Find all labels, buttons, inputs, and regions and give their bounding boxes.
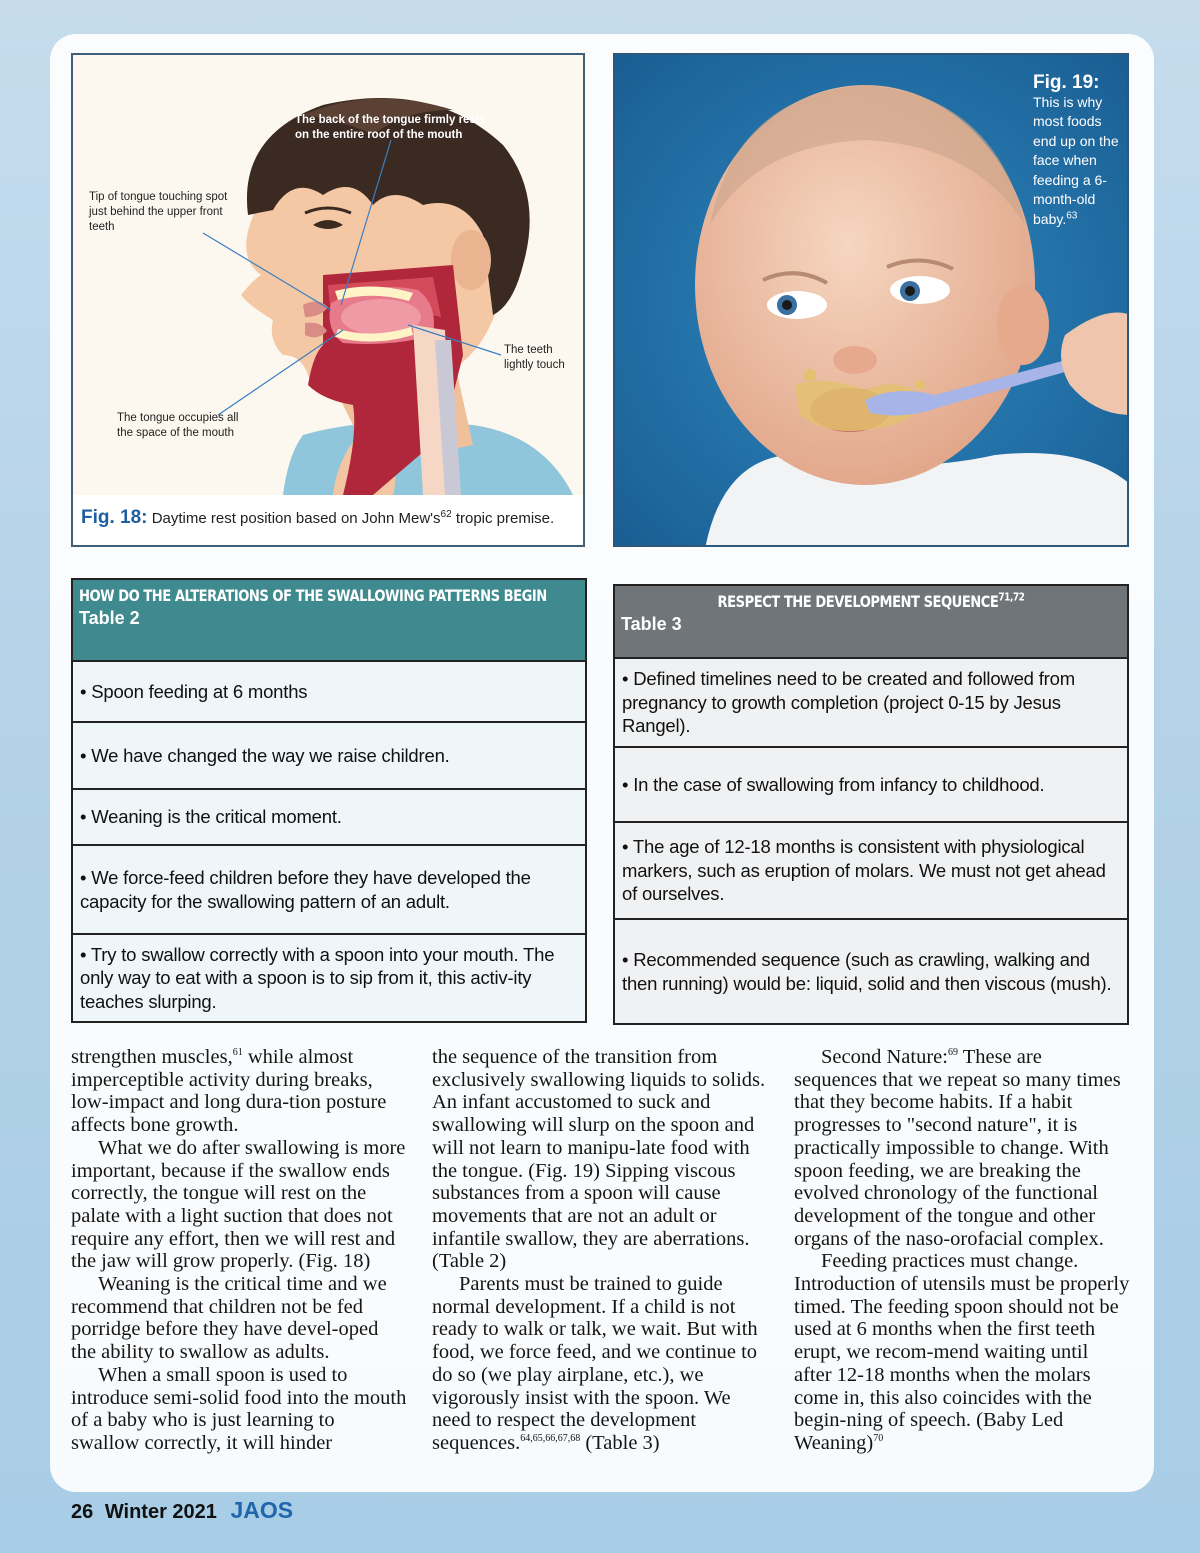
paragraph: [794, 1250, 1130, 1454]
figure-18-caption-end: tropic premise.: [451, 510, 555, 527]
body-column-2: [432, 1046, 772, 1455]
paragraph-text: while almost imperceptible activity during breaks, low-impact and long dura-tion posture affects bone growth.: [71, 1046, 387, 1137]
table-3-row: • Recommended sequence (such as crawling, walking and then running) would be: liquid, solid and then viscous (mush).: [615, 920, 1127, 1023]
table-2-header: [73, 580, 585, 662]
paragraph-text: strengthen muscles,: [71, 1046, 233, 1068]
page-footer: [71, 1497, 293, 1524]
paragraph-text: Parents must be trained to guide normal development. If a child is not ready to walk or talk, we wait. But with food, we force feed, and we continue to do so (we play airplane, etc.), we vigorously insist with the spoon. We need to respect the development sequences.: [432, 1273, 758, 1454]
table-3-row: • The age of 12-18 months is consistent with physiological markers, such as eruption of molars. We must not get ahead of ourselves.: [615, 823, 1127, 920]
paragraph: [432, 1273, 772, 1455]
label-back-of-tongue: The back of the tongue firmly rests on the entire roof of the mouth: [295, 114, 487, 141]
paragraph: What we do after swallowing is more important, because if the swallow ends correctly, the tongue will rest on the palate with a light suction that does not require any effort, then we will rest and the jaw will grow properly. (Fig. 18): [71, 1136, 406, 1273]
paragraph: Weaning is the critical time and we recommend that children not be fed porridge before they have devel-oped the ability to swallow as adults.: [71, 1273, 387, 1364]
table-3-row: • In the case of swallowing from infancy to childhood.: [615, 748, 1127, 823]
body-column-1: [71, 1046, 407, 1455]
paragraph: [71, 1046, 407, 1137]
footnote-ref: 69: [947, 1047, 958, 1059]
table-3-title: [666, 592, 1076, 611]
body-column-3: [794, 1046, 1130, 1455]
table-2-title: HOW DO THE ALTERATIONS OF THE SWALLOWING PATTERNS BEGIN: [79, 586, 547, 605]
table-2: [71, 578, 587, 1023]
table-3-header: [615, 586, 1127, 659]
table-2-row: • Spoon feeding at 6 months: [73, 662, 585, 723]
table-3-label: Table 3: [621, 614, 682, 634]
table-2-row: • Try to swallow correctly with a spoon into your mouth. The only way to eat with a spoon is to sip from it, this activ-ity teaches slurping.: [73, 935, 585, 1021]
figure-18-caption-text: Daytime rest position based on John Mew's: [151, 510, 441, 527]
figure-18-ref: 62: [440, 509, 452, 520]
table-3-title-text: RESPECT THE DEVELOPMENT SEQUENCE: [717, 592, 999, 611]
figure-19-caption: [1033, 73, 1125, 229]
paragraph: When a small spoon is used to introduce semi-solid food into the mouth of a baby who is just learning to swallow correctly, it will hinder: [71, 1363, 407, 1454]
figure-19-number: Fig. 19:: [1033, 72, 1100, 93]
paragraph-text: (Table 3): [580, 1431, 660, 1454]
footnote-ref: 70: [873, 1433, 884, 1445]
paragraph-text: Feeding practices must change. Introduction of utensils must be properly timed. The feeding spoon should not be used at 6 months when the first teeth erupt, we recom-mend waiting until after 12-18 months when the molars come in, this also coincides with the begin-ning of speech. (Baby Led Weaning): [794, 1250, 1130, 1454]
paragraph-text: Second Nature:: [821, 1046, 948, 1068]
table-2-row: • We have changed the way we raise children.: [73, 723, 585, 790]
label-tongue-occupies: The tongue occupies all the space of the mouth: [117, 412, 239, 439]
paragraph: the sequence of the transition from exclusively swallowing liquids to solids. An infant accustomed to suck and swallowing will slurp on the spoon and will not learn to manipu-late food with the tongue. (Fig. 19) Sipping viscous substances from a spoon will cause movements that are not an adult or infantile swallow, they are aberrations. (Table 2): [432, 1046, 766, 1273]
figure-18: [71, 53, 585, 547]
page-number: 26: [71, 1501, 94, 1523]
label-teeth-touch: The teeth lightly touch: [504, 344, 565, 371]
figure-18-caption: [81, 507, 554, 529]
figure-19-ref: 63: [1066, 209, 1078, 221]
paragraph: [794, 1046, 1130, 1250]
table-2-row: • Weaning is the critical moment.: [73, 790, 585, 846]
table-3-row: • Defined timelines need to be created and followed from pregnancy to growth completion (project 0-15 by Jesus Rangel).: [615, 659, 1127, 748]
figure-18-number: Fig. 18:: [81, 507, 148, 528]
footnote-ref: 61: [232, 1047, 243, 1059]
footnote-ref: 64,65,66,67,68: [520, 1433, 581, 1445]
table-2-row: • We force-feed children before they have developed the capacity for the swallowing pattern of an adult.: [73, 846, 585, 935]
label-tip-of-tongue: Tip of tongue touching spot just behind the upper front teeth: [89, 191, 228, 233]
journal-logo: JAOS: [230, 1497, 294, 1523]
figure-19: [613, 53, 1129, 547]
paragraph-text: These are sequences that we repeat so many times that they become habits. If a habit progresses to "second nature", it is practically impossible to change. With spoon feeding, we are breaking the evolved chronology of the functional development of the tongue and other organs of the naso-orofacial complex.: [794, 1046, 1121, 1250]
table-3: [613, 584, 1129, 1025]
issue-label: Winter 2021: [104, 1501, 217, 1523]
table-3-title-ref: 71,72: [998, 590, 1025, 604]
figure-19-caption-text: This is why most foods end up on the face when feeding a 6-month-old baby.: [1033, 93, 1119, 227]
table-2-label: Table 2: [79, 608, 140, 628]
